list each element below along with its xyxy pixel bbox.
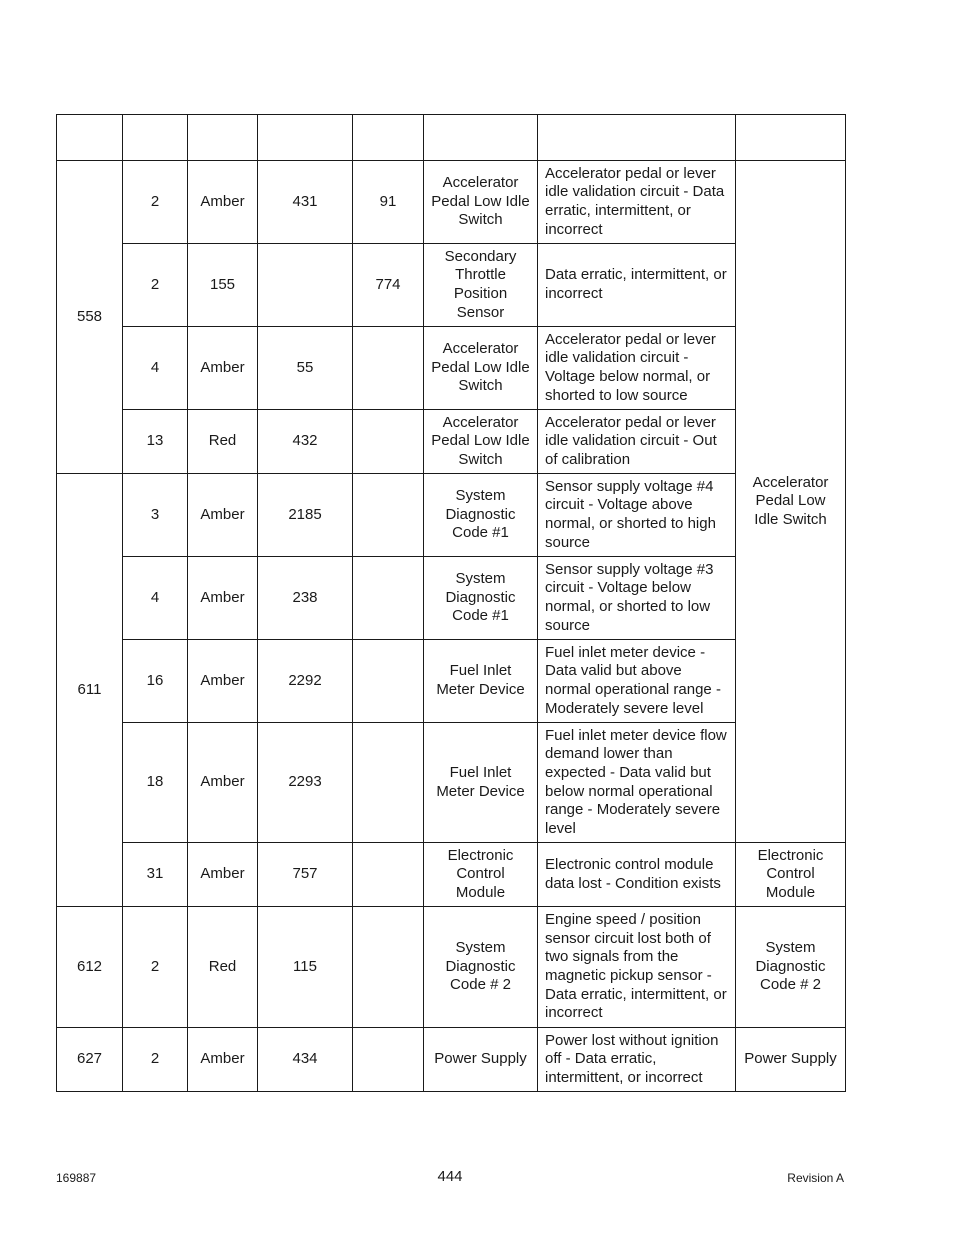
document-number: 169887: [56, 1171, 97, 1185]
table-row: [57, 843, 846, 907]
lamp-cell: Amber: [188, 1028, 258, 1092]
table-row: [57, 723, 846, 843]
component-cell: Accelerator Pedal Low Idle Switch: [424, 410, 538, 474]
lamp-cell: Amber: [188, 474, 258, 557]
ref-cell: [353, 843, 424, 907]
header-cell: [123, 115, 188, 161]
fmi-cell: 3: [123, 474, 188, 557]
header-cell: [258, 115, 353, 161]
component-cell: System Diagnostic Code #1: [424, 557, 538, 640]
spn-cell: 611: [57, 474, 123, 907]
table-row: [57, 161, 846, 244]
lamp-cell: Red: [188, 907, 258, 1028]
description-cell: Accelerator pedal or lever idle validation circuit - Out of calibration: [538, 410, 736, 474]
fmi-cell: 16: [123, 640, 188, 723]
component-cell: Fuel Inlet Meter Device: [424, 723, 538, 843]
table-row: [57, 244, 846, 327]
code-cell: 2293: [258, 723, 353, 843]
page-number: 444: [437, 1168, 463, 1185]
description-cell: Accelerator pedal or lever idle validation circuit - Voltage below normal, or shorted to low source: [538, 327, 736, 410]
code-cell: 2185: [258, 474, 353, 557]
fmi-cell: 31: [123, 843, 188, 907]
code-cell: 432: [258, 410, 353, 474]
system-cell: Power Supply: [736, 1028, 846, 1092]
component-cell: System Diagnostic Code # 2: [424, 907, 538, 1028]
description-cell: Electronic control module data lost - Condition exists: [538, 843, 736, 907]
lamp-cell: Red: [188, 410, 258, 474]
table-row: [57, 474, 846, 557]
ref-cell: [353, 327, 424, 410]
table-row: [57, 557, 846, 640]
ref-cell: 91: [353, 161, 424, 244]
lamp-cell: 155: [188, 244, 258, 327]
component-cell: Secondary Throttle Position Sensor: [424, 244, 538, 327]
spn-cell: 558: [57, 161, 123, 474]
description-cell: Sensor supply voltage #4 circuit - Voltage above normal, or shorted to high source: [538, 474, 736, 557]
header-cell: [188, 115, 258, 161]
fmi-cell: 18: [123, 723, 188, 843]
description-cell: Data erratic, intermittent, or incorrect: [538, 244, 736, 327]
ref-cell: [353, 723, 424, 843]
system-cell: Electronic Control Module: [736, 843, 846, 907]
header-cell: [353, 115, 424, 161]
header-cell: [736, 115, 846, 161]
component-cell: Power Supply: [424, 1028, 538, 1092]
fmi-cell: 4: [123, 327, 188, 410]
code-cell: 757: [258, 843, 353, 907]
header-cell: [424, 115, 538, 161]
system-cell: System Diagnostic Code # 2: [736, 907, 846, 1028]
fmi-cell: 2: [123, 161, 188, 244]
fault-code-table: [56, 114, 846, 1092]
component-cell: Accelerator Pedal Low Idle Switch: [424, 161, 538, 244]
description-cell: Sensor supply voltage #3 circuit - Voltage below normal, or shorted to low source: [538, 557, 736, 640]
fmi-cell: 4: [123, 557, 188, 640]
code-cell: 115: [258, 907, 353, 1028]
ref-cell: [353, 1028, 424, 1092]
lamp-cell: Amber: [188, 723, 258, 843]
spn-cell: 612: [57, 907, 123, 1028]
table-header-row: [57, 115, 846, 161]
header-cell: [57, 115, 123, 161]
description-cell: Fuel inlet meter device - Data valid but above normal operational range - Moderately severe level: [538, 640, 736, 723]
fmi-cell: 2: [123, 244, 188, 327]
component-cell: System Diagnostic Code #1: [424, 474, 538, 557]
code-cell: 238: [258, 557, 353, 640]
component-cell: Electronic Control Module: [424, 843, 538, 907]
lamp-cell: Amber: [188, 640, 258, 723]
code-cell: 431: [258, 161, 353, 244]
revision-label: Revision A: [787, 1171, 844, 1185]
lamp-cell: Amber: [188, 161, 258, 244]
header-cell: [538, 115, 736, 161]
description-cell: Power lost without ignition off - Data erratic, intermittent, or incorrect: [538, 1028, 736, 1092]
lamp-cell: Amber: [188, 557, 258, 640]
table-row: [57, 640, 846, 723]
ref-cell: [353, 474, 424, 557]
code-cell: 434: [258, 1028, 353, 1092]
component-cell: Accelerator Pedal Low Idle Switch: [424, 327, 538, 410]
ref-cell: [353, 410, 424, 474]
system-cell: Accelerator Pedal Low Idle Switch: [736, 161, 846, 843]
lamp-cell: Amber: [188, 327, 258, 410]
lamp-cell: Amber: [188, 843, 258, 907]
table-row: [57, 327, 846, 410]
table-row: [57, 1028, 846, 1092]
ref-cell: [353, 907, 424, 1028]
component-cell: Fuel Inlet Meter Device: [424, 640, 538, 723]
code-cell: 2292: [258, 640, 353, 723]
fmi-cell: 13: [123, 410, 188, 474]
fmi-cell: 2: [123, 907, 188, 1028]
code-cell: 55: [258, 327, 353, 410]
ref-cell: [353, 640, 424, 723]
description-cell: Fuel inlet meter device flow demand lower than expected - Data valid but below normal operational range - Moderately severe level: [538, 723, 736, 843]
table-row: [57, 907, 846, 1028]
description-cell: Accelerator pedal or lever idle validation circuit - Data erratic, intermittent, or incorrect: [538, 161, 736, 244]
description-cell: Engine speed / position sensor circuit lost both of two signals from the magnetic pickup sensor - Data erratic, intermittent, or incorrect: [538, 907, 736, 1028]
code-cell: [258, 244, 353, 327]
fmi-cell: 2: [123, 1028, 188, 1092]
spn-cell: 627: [57, 1028, 123, 1092]
ref-cell: [353, 557, 424, 640]
table-row: [57, 410, 846, 474]
ref-cell: 774: [353, 244, 424, 327]
